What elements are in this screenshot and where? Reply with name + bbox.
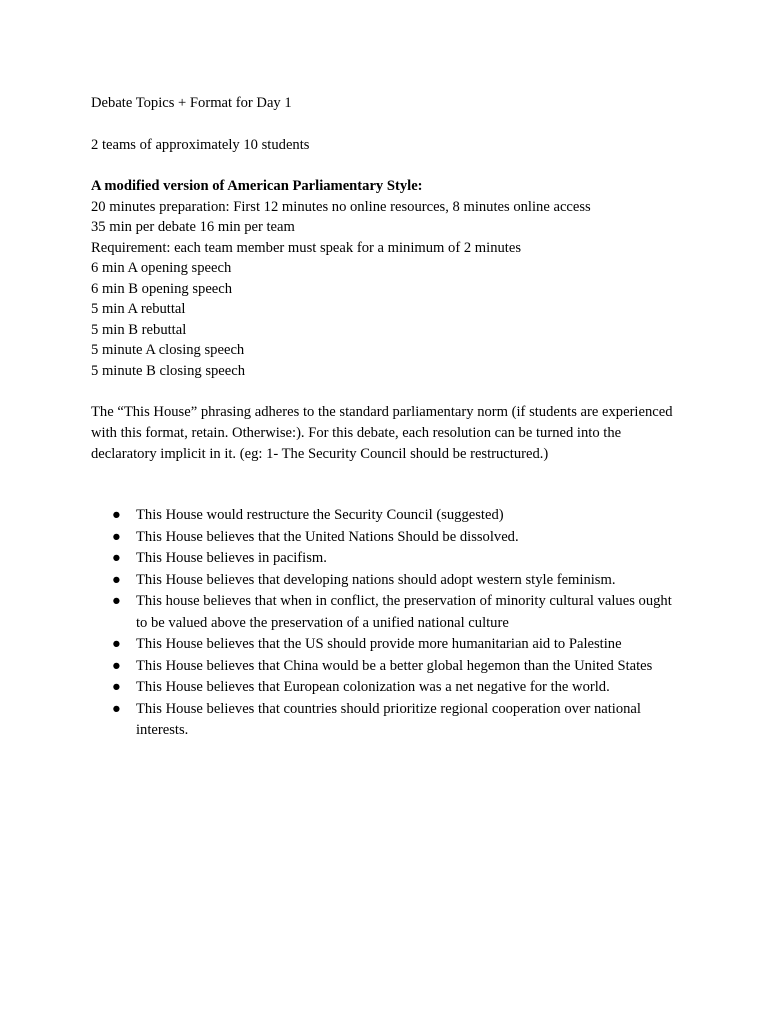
list-item: [91, 699, 676, 742]
bullet-icon: ●: [112, 593, 121, 609]
bullet-icon: ●: [112, 507, 121, 523]
topic-text: This House believes that the US should provide more humanitarian aid to Palestine: [136, 636, 622, 652]
bullet-icon: ●: [112, 528, 121, 545]
schedule-line: Requirement: each team member must speak for a minimum of 2 minutes: [91, 239, 521, 256]
document-page: [91, 93, 691, 742]
list-item: [91, 570, 676, 592]
teams-text: 2 teams of approximately 10 students: [91, 136, 310, 153]
list-item: [91, 548, 676, 570]
schedule-line: 5 min A rebuttal: [91, 301, 186, 317]
bullet-icon: ●: [112, 679, 121, 695]
schedule-line: 5 min B rebuttal: [91, 321, 187, 338]
list-item: [91, 677, 676, 699]
topic-text: This House believes that developing nations should adopt western style feminism.: [136, 571, 616, 588]
list-item: [91, 634, 676, 656]
schedule-line: 20 minutes preparation: First 12 minutes no online resources, 8 minutes online access: [91, 198, 591, 215]
bullet-icon: ●: [112, 550, 121, 566]
topic-text: This House believes that the United Nations Should be dissolved.: [136, 528, 519, 545]
format-heading: A modified version of American Parliamentary Style:: [91, 178, 423, 194]
list-item: [91, 527, 676, 549]
schedule-line: 35 min per debate 16 min per team: [91, 219, 295, 235]
bullet-icon: ●: [112, 700, 121, 717]
topic-text: This House believes that China would be a better global hegemon than the United States: [136, 657, 653, 674]
list-item: [91, 591, 676, 634]
topic-text: This House believes in pacifism.: [136, 550, 327, 566]
schedule-line: 5 minute A closing speech: [91, 342, 245, 358]
bullet-icon: ●: [112, 636, 121, 652]
topic-text: This House would restructure the Security Council (suggested): [136, 507, 504, 523]
topic-text: This house believes that when in conflict, the preservation of minority cultural values ought to be valued above the preservation of a unified national culture: [136, 593, 672, 631]
schedule-line: 5 minute B closing speech: [91, 362, 246, 379]
schedule-line: 6 min B opening speech: [91, 280, 233, 297]
list-item: [91, 656, 676, 678]
intro-paragraph: The “This House” phrasing adheres to the standard parliamentary norm (if students are experienced with this format, retain. Otherwise:). For this debate, each resolution can be turned into the declaratory implicit in it. (eg: 1- The Security Council should be restructured.): [91, 404, 673, 462]
bullet-icon: ●: [112, 571, 121, 588]
document-title: Debate Topics + Format for Day 1: [91, 95, 292, 111]
topics-list: [91, 505, 691, 742]
bullet-icon: ●: [112, 657, 121, 674]
topic-text: This House believes that European colonization was a net negative for the world.: [136, 679, 610, 695]
list-item: [91, 505, 676, 527]
schedule-line: 6 min A opening speech: [91, 260, 232, 276]
topic-text: This House believes that countries should prioritize regional cooperation over national interests.: [136, 700, 641, 738]
format-section: [91, 176, 691, 381]
